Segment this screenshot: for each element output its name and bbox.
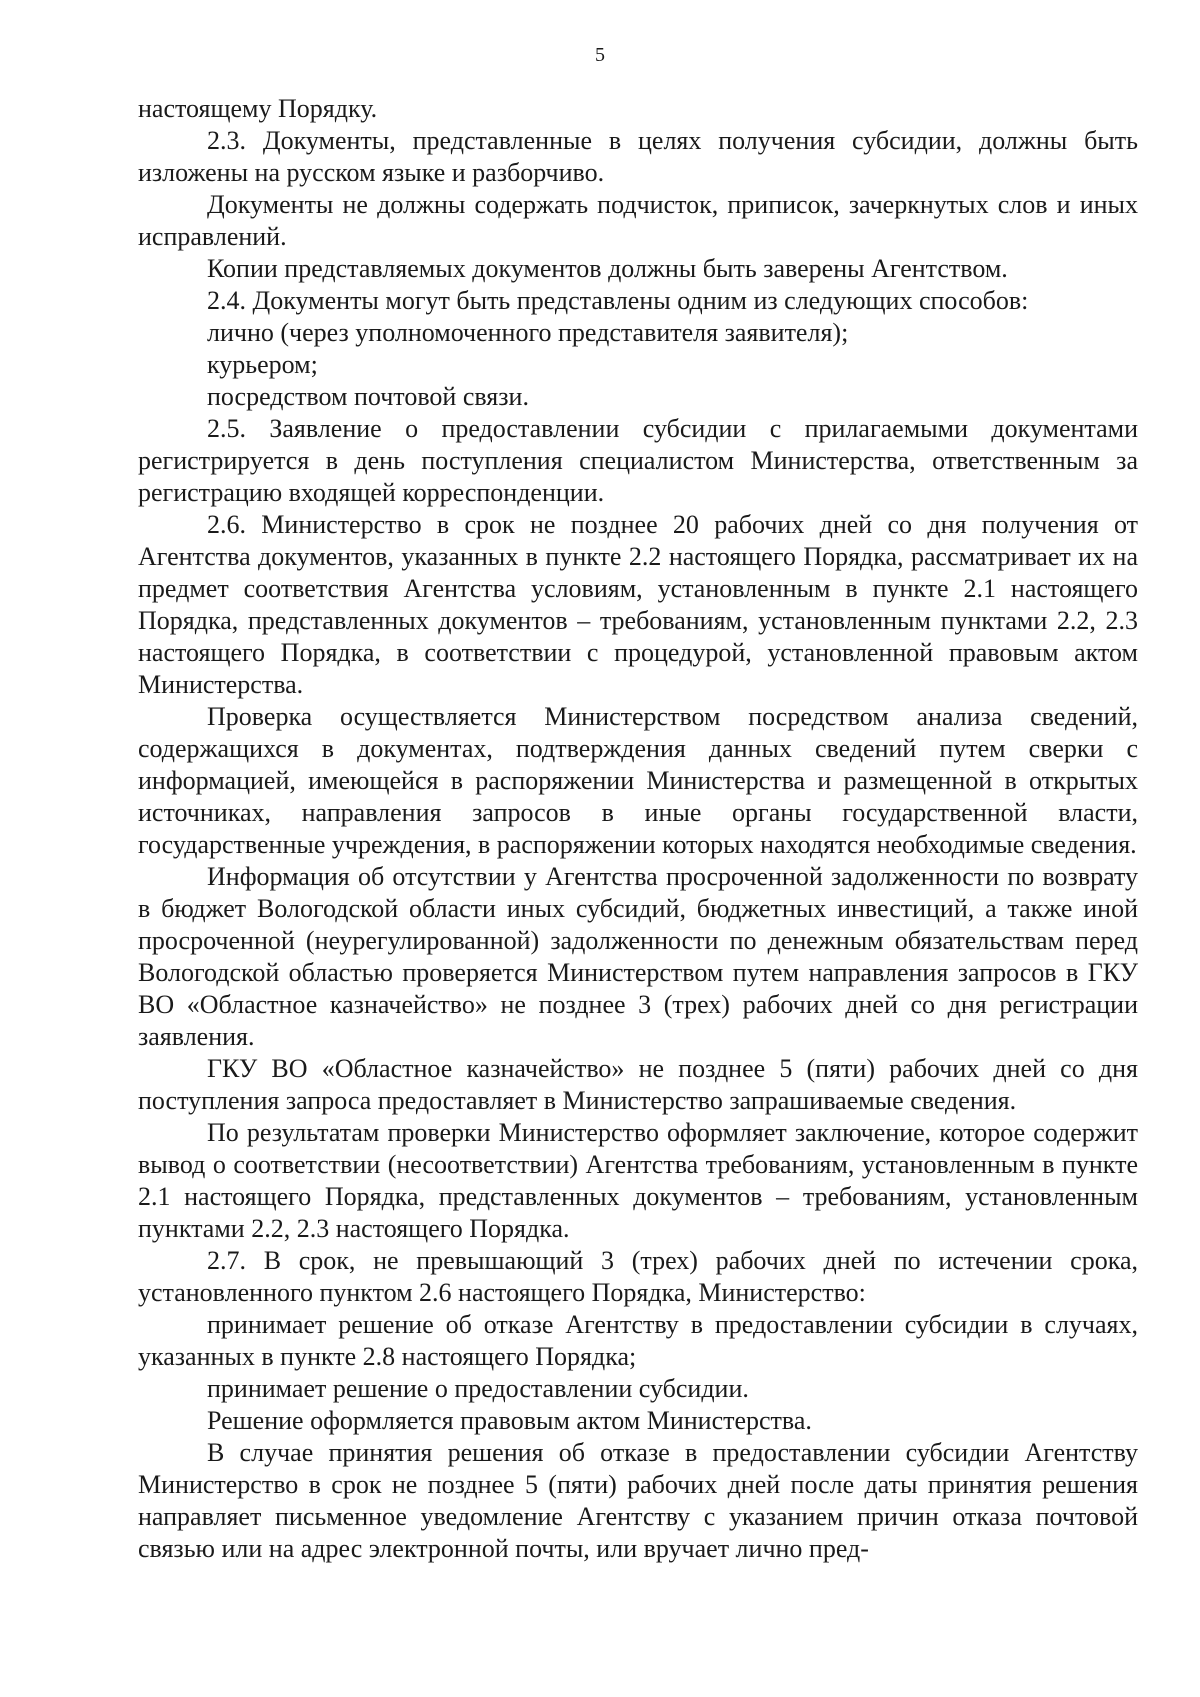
paragraph: лично (через уполномоченного представителя заявителя);	[207, 318, 849, 347]
paragraph: Документы не должны содержать подчисток, приписок, зачеркнутых слов и иных исправлений.	[138, 190, 1138, 251]
page-number: 5	[595, 44, 605, 66]
paragraph: курьером;	[207, 350, 318, 379]
paragraph: 2.4. Документы могут быть представлены одним из следующих способов:	[207, 286, 1029, 315]
paragraph: 2.3. Документы, представленные в целях получения субсидии, должны быть изложены на русском языке и разборчиво.	[138, 126, 1138, 187]
paragraph: Копии представляемых документов должны быть заверены Агентством.	[207, 254, 1008, 283]
paragraph: принимает решение об отказе Агентству в предоставлении субсидии в случаях, указанных в пункте 2.8 настоящего Порядка;	[138, 1310, 1138, 1371]
paragraph: Проверка осуществляется Министерством посредством анализа сведений, содержащихся в документах, подтверждения данных сведений путем сверки с информацией, имеющейся в распоряжении Министерства и размещенной в открытых источниках, направления запросов в иные органы государственной власти, государственные учреждения, в распоряжении которых находятся необходимые сведения.	[138, 702, 1138, 859]
paragraph: 2.6. Министерство в срок не позднее 20 рабочих дней со дня получения от Агентства документов, указанных в пункте 2.2 настоящего Порядка, рассматривает их на предмет соответствия Агентства условиям, установленным в пункте 2.1 настоящего Порядка, представленных документов – требованиям, установленным пунктами 2.2, 2.3 настоящего Порядка, в соответствии с процедурой, установленной правовым актом Министерства.	[138, 510, 1138, 699]
paragraph: 2.5. Заявление о предоставлении субсидии с прилагаемыми документами регистрируется в день поступления специалистом Министерства, ответственным за регистрацию входящей корреспонденции.	[138, 414, 1138, 507]
paragraph: посредством почтовой связи.	[207, 382, 529, 411]
paragraph: Информация об отсутствии у Агентства просроченной задолженности по возврату в бюджет Вологодской области иных субсидий, бюджетных инвестиций, а также иной просроченной (неурегулированной) задолженности по денежным обязательствам перед Вологодской областью проверяется Министерством путем направления запросов в ГКУ ВО «Областное казначейство» не позднее 3 (трех) рабочих дней со дня регистрации заявления.	[138, 862, 1138, 1051]
paragraph: По результатам проверки Министерство оформляет заключение, которое содержит вывод о соответствии (несоответствии) Агентства требованиям, установленным в пункте 2.1 настоящего Порядка, представленных документов – требованиям, установленным пунктами 2.2, 2.3 настоящего Порядка.	[138, 1118, 1138, 1243]
paragraph: 2.7. В срок, не превышающий 3 (трех) рабочих дней по истечении срока, установленного пунктом 2.6 настоящего Порядка, Министерство:	[138, 1246, 1138, 1307]
paragraph: принимает решение о предоставлении субсидии.	[207, 1374, 749, 1403]
paragraph: ГКУ ВО «Областное казначейство» не позднее 5 (пяти) рабочих дней со дня поступления запроса предоставляет в Министерство запрашиваемые сведения.	[138, 1054, 1138, 1115]
paragraph: Решение оформляется правовым актом Министерства.	[207, 1406, 812, 1435]
document-body	[138, 93, 1138, 1565]
paragraph: В случае принятия решения об отказе в предоставлении субсидии Агентству Министерство в срок не позднее 5 (пяти) рабочих дней после даты принятия решения направляет письменное уведомление Агентству с указанием причин отказа почтовой связью или на адрес электронной почты, или вручает лично пред-	[138, 1438, 1138, 1563]
paragraph: настоящему Порядку.	[138, 94, 378, 123]
